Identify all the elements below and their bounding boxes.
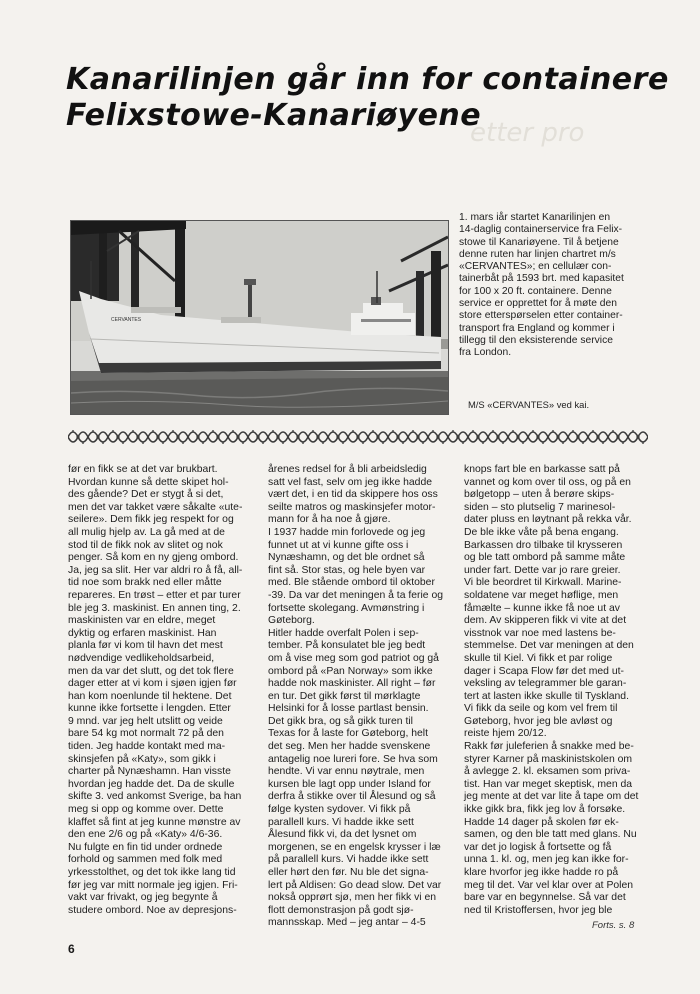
article-line: skinsjefen på «Katy», som gikk i bbox=[68, 753, 216, 765]
continued-note: Forts. s. 8 bbox=[592, 920, 635, 931]
article-line: meg si opp og komme over. Dette bbox=[68, 804, 224, 816]
article-line: men da var det slutt, og det tok flere bbox=[68, 665, 234, 677]
article-line: all mulig hjelp av. La gå med at de bbox=[68, 526, 225, 538]
article-line: styrer Karner på maskinistskolen om bbox=[464, 753, 633, 765]
article-line: seilte matros og maskinsjefer motor- bbox=[268, 501, 436, 513]
article-line: nødvendige vedlikeholdsarbeid, bbox=[68, 652, 215, 664]
article-line: nokså opprørt sjø, men her fikk vi en bbox=[268, 892, 437, 904]
article-line: Vi fikk da seile og kom vel frem til bbox=[464, 703, 618, 715]
article-line: Gøteborg, hvor jeg ble avløst og bbox=[464, 715, 613, 727]
article-line: følge kysten sydover. Vi fikk på bbox=[268, 804, 411, 816]
article-line: reiste hjem 20/12. bbox=[464, 728, 547, 740]
article-line: klaffet så fint at jeg kunne mønstre av bbox=[68, 816, 241, 828]
article-line: han kom noenlunde til hektene. Det bbox=[68, 690, 232, 702]
article-line: ombord på «Pan Norway» som ikke bbox=[268, 665, 433, 677]
article-line: Texas for å laste for Gøteborg, helt bbox=[268, 728, 428, 740]
article-line: det seg. Men her hadde svenskene bbox=[268, 741, 431, 753]
article-line: soldatene var meget høflige, men bbox=[464, 589, 619, 601]
article-line: Vi ble beordret til Kirkwall. Marine- bbox=[464, 577, 622, 589]
bleed-through-text: etter pro bbox=[470, 118, 585, 148]
intro-line: 1. mars iår startet Kanarilinjen en bbox=[459, 212, 611, 223]
article-line: fortsette skolegang. Avmønstring i bbox=[268, 602, 425, 614]
article-line: før jeg var mitt normale jeg igjen. Fri- bbox=[68, 879, 238, 891]
intro-line: «CERVANTES»; en cellulær con- bbox=[459, 261, 612, 273]
article-line: den ene 2/6 og på «Katy» 4/6-36. bbox=[68, 829, 223, 841]
article-line: Gøteborg. bbox=[268, 615, 315, 627]
article-line: Hitler hadde overfalt Polen i sep- bbox=[268, 627, 419, 639]
intro-line: denne ruten har linjen chartret m/s bbox=[459, 248, 616, 260]
article-line: stod til de fikk nok av slitet og nok bbox=[68, 539, 223, 551]
article-line: penger. Så kom en ny gjeng ombord. bbox=[68, 552, 239, 564]
article-line: lert på Aldisen: Go dead slow. Det var bbox=[268, 879, 442, 891]
article-line: I 1937 hadde min forlovede og jeg bbox=[268, 526, 426, 538]
article-line: studere ombord. Noe av depresjons- bbox=[68, 904, 237, 916]
intro-line: 14-daglig containerservice fra Felix- bbox=[459, 224, 623, 236]
article-line: Det gikk bra, og så gikk turen til bbox=[268, 715, 413, 727]
article-line: hvordan jeg hadde det. Da de skulle bbox=[68, 778, 235, 790]
article-line: De ble ikke våte på bena engang. bbox=[464, 526, 619, 538]
article-line: ble jeg 3. maskinist. En annen ting, 2. bbox=[68, 602, 241, 614]
article-line: unna 1. kl. og, men jeg kan ikke for- bbox=[464, 854, 629, 866]
article-line: fåmælte – kunne ikke få noe ut av bbox=[464, 602, 620, 614]
article-column-2 bbox=[268, 464, 458, 930]
article-line: Hadde 14 dager på skolen før ek- bbox=[464, 816, 619, 828]
article-line: kursen ble lagt opp under Island for bbox=[268, 778, 431, 790]
article-line: skifte 3. ved ankomst Sverige, ba han bbox=[68, 791, 242, 803]
ornamental-divider bbox=[68, 424, 648, 450]
ship-photo-illustration bbox=[71, 221, 448, 414]
article-line: meg til det. Var vel klar over at Polen bbox=[464, 879, 634, 891]
article-line: maskinisten var en eldre, meget bbox=[68, 615, 216, 627]
article-line: antagelig noe lureri fore. Se hva som bbox=[268, 753, 438, 765]
article-line: en tur. Det gikk først til mørklagte bbox=[268, 690, 421, 702]
article-line: skulle til Kiel. Vi fikk et par rolige bbox=[464, 652, 613, 664]
article-line: tist. Han var meget skeptisk, men da bbox=[464, 778, 633, 790]
intro-line: store etterspørselen etter container- bbox=[459, 310, 623, 322]
article-line: derfra å stikke over til Ålesund og så bbox=[268, 791, 436, 803]
article-line: satt vel fast, selv om jeg ikke hadde bbox=[268, 476, 433, 488]
article-line: samen, og den ble tatt med glans. Nu bbox=[464, 829, 637, 841]
page-number: 6 bbox=[68, 942, 75, 956]
article-line: repareres. En trøst – etter et par turer bbox=[68, 589, 241, 601]
article-line: og ble tatt ombord på samme måte bbox=[464, 552, 626, 564]
headline-line-2: Felixstowe-Kanariøyene bbox=[66, 98, 482, 133]
intro-line: tillegg til den eksisterende service bbox=[459, 334, 613, 346]
article-line: Ja, jeg sa slit. Her var aldri ro å få, all- bbox=[68, 564, 243, 576]
article-line: flott demonstrasjon på godt sjø- bbox=[268, 904, 414, 916]
article-line: vært det, i en tid da skippere hos oss bbox=[268, 489, 438, 501]
article-line: veksling av telegrammer ble garan- bbox=[464, 678, 627, 690]
article-line: Ålesund fikk vi, da det lysnet om bbox=[268, 829, 417, 841]
intro-line: for 100 x 20 ft. containere. Denne bbox=[459, 285, 612, 297]
article-line: Nynæshamn, og det ble ordnet så bbox=[268, 552, 425, 564]
article-line: vannet og kom over til oss, og på en bbox=[464, 476, 631, 488]
article-column-1 bbox=[68, 464, 258, 917]
intro-line: tainerbåt på 1593 brt. med kapasitet bbox=[459, 273, 624, 285]
article-line: hadde nok maskinister. All right – før bbox=[268, 678, 436, 690]
headline bbox=[66, 62, 676, 134]
article-line: eller hørt den før. Nu ble det signa- bbox=[268, 867, 429, 878]
intro-line: stowe til Kanariøyene. Til å betjene bbox=[459, 236, 619, 248]
article-line: morgenen, se en engelsk krysser i læ bbox=[268, 841, 441, 853]
intro-line: transport fra England og kommer i bbox=[459, 322, 615, 334]
article-line: des gående? Det er stygt å si det, bbox=[68, 489, 224, 501]
article-line: på parallell kurs. Vi hadde ikke sett bbox=[268, 854, 429, 866]
article-line: forhold og sammen med folk med bbox=[68, 854, 223, 866]
article-line: planla før vi kom til havn det mest bbox=[68, 640, 223, 652]
intro-line: fra London. bbox=[459, 347, 512, 359]
article-line: om å vise meg som god patriot og gå bbox=[268, 652, 439, 664]
article-line: dager i Scapa Flow før det med ut- bbox=[464, 665, 624, 677]
article-line: seilere». Dem fikk jeg respekt for og bbox=[68, 514, 234, 526]
article-line: dager etter at vi kom i sjøen igjen før bbox=[68, 678, 237, 690]
article-line: visstnok var noe med lastens be- bbox=[464, 627, 616, 639]
article-line: Nu fulgte en fin tid under ordnede bbox=[68, 841, 223, 853]
article-line: funnet ut at vi kunne gifte oss i bbox=[268, 539, 409, 551]
article-line: var det jo logisk å fortsette og få bbox=[464, 841, 612, 853]
hull-name: CERVANTES bbox=[111, 317, 142, 323]
article-line: dem. Av skipperen fikk vi vite at det bbox=[464, 615, 627, 627]
article-line: Hvordan kunne så dette skipet hol- bbox=[68, 476, 229, 488]
article-line: bare var en begynnelse. Så var det bbox=[464, 892, 626, 904]
article-line: hendte. Vi var ennu nøytrale, men bbox=[268, 766, 425, 778]
article-line: 9 mnd. var jeg helt utslitt og veide bbox=[68, 715, 223, 727]
intro-paragraph bbox=[459, 212, 647, 360]
article-line: siden – sto plutselig 7 marinesol- bbox=[464, 501, 616, 513]
article-line: yrkesstolthet, og det tok ikke lang tid bbox=[68, 867, 236, 878]
article-line: å avlegge 2. kl. eksamen som priva- bbox=[464, 766, 631, 778]
article-line: årenes redsel for å bli arbeidsledig bbox=[268, 464, 427, 475]
article-line: stemmelse. Det var meningen at den bbox=[464, 640, 634, 652]
article-line: kunne ikke fortsette i lengden. Etter bbox=[68, 703, 231, 715]
article-line: ikke gikk bra, fikk jeg lov å forsøke. bbox=[464, 804, 626, 816]
article-line: ned til Kristoffersen, hvor jeg ble bbox=[464, 904, 613, 916]
ship-photo bbox=[70, 220, 449, 415]
article-line: Helsinki for å losse partlast bensin. bbox=[268, 703, 429, 715]
article-line: vakt var frivakt, og jeg begynte å bbox=[68, 892, 218, 904]
article-line: dater pluss en løytnant på rekka vår. bbox=[464, 514, 632, 526]
article-line: charter på Nynæshamn. Han visste bbox=[68, 766, 231, 778]
article-line: mann for å ha noe å gjøre. bbox=[268, 514, 391, 526]
article-line: før en fikk se at det var brukbart. bbox=[68, 464, 218, 475]
article-column-3 bbox=[464, 464, 656, 917]
article-line: -39. Da var det meningen å ta ferie og bbox=[268, 589, 444, 601]
article-line: Rakk før juleferien å snakke med be- bbox=[464, 741, 634, 753]
article-line: parallell kurs. Vi hadde ikke sett bbox=[268, 816, 414, 828]
article-line: tember. På konsulatet ble jeg bedt bbox=[268, 640, 426, 652]
article-line: bølgetopp – uten å berøre skips- bbox=[464, 489, 615, 501]
photo-caption: M/S «CERVANTES» ved kai. bbox=[468, 399, 590, 410]
article-line: jeg mente at det var lite å tape om det bbox=[464, 791, 639, 803]
article-line: tiden. Jeg hadde kontakt med ma- bbox=[68, 741, 226, 753]
article-line: under fart. Dette var jo rare greier. bbox=[464, 564, 621, 576]
article-line: men det var takket være såkalte «ute- bbox=[68, 501, 243, 513]
intro-line: service er opprettet for å møte den bbox=[459, 298, 617, 310]
article-line: mannsskap. Med – jeg antar – 4-5 bbox=[268, 917, 426, 929]
article-line: knops fart ble en barkasse satt på bbox=[464, 464, 620, 475]
article-line: dyktig og erfaren maskinist. Han bbox=[68, 627, 217, 639]
article-line: tert at lasten ikke skulle til Tyskland. bbox=[464, 690, 629, 702]
article-line: Barkassen dro tilbake til krysseren bbox=[464, 539, 623, 551]
article-line: bare 54 kg mot normalt 72 på den bbox=[68, 728, 224, 740]
article-line: med. Ble stående ombord til oktober bbox=[268, 577, 435, 589]
article-line: fint så. Stor stas, og hele byen var bbox=[268, 564, 426, 576]
article-line: tid noe som brakk ned eller måtte bbox=[68, 577, 222, 589]
article-line: klare hvorfor jeg ikke hadde ro på bbox=[464, 867, 619, 878]
headline-line-1: Kanarilinjen går inn for containere bbox=[66, 62, 669, 97]
